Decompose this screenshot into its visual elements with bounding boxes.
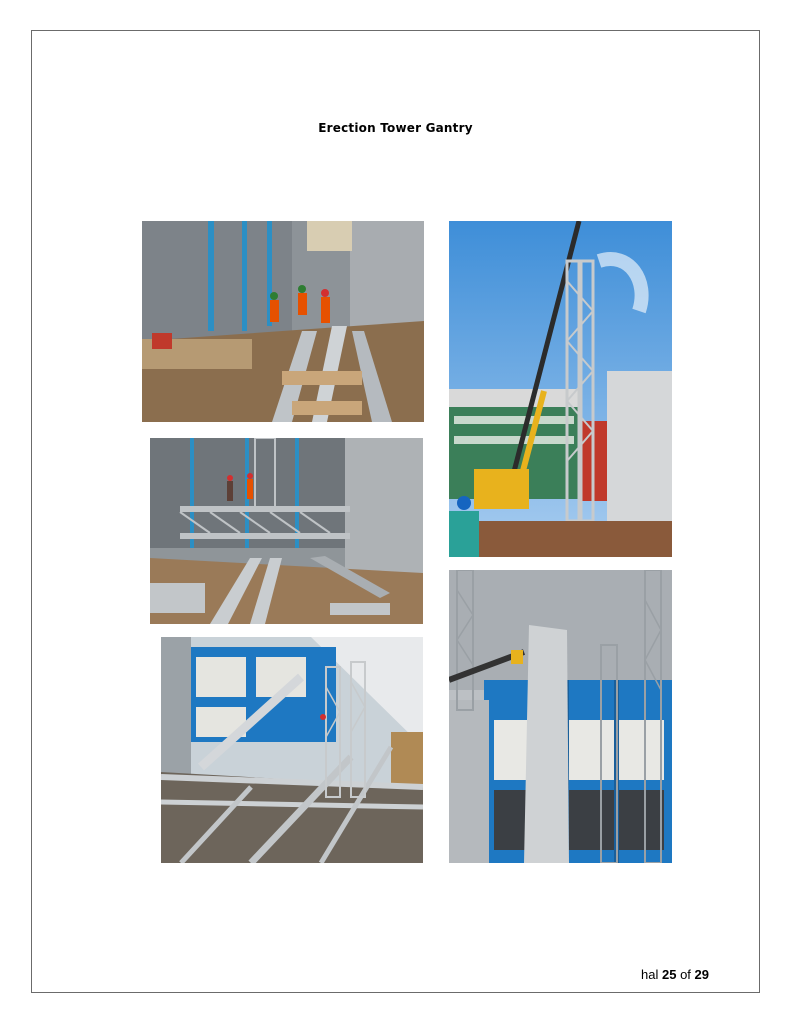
photo-crane-lifting-tower (449, 221, 672, 557)
photo-gantry-frame-assembly (150, 438, 423, 624)
page-of-label: of (680, 967, 691, 982)
document-title: Erection Tower Gantry (318, 121, 473, 135)
total-pages: 29 (694, 967, 709, 982)
photo-steel-beams-layout (142, 221, 424, 422)
photo-erected-gantry-towers (449, 570, 672, 863)
page-prefix: hal (640, 967, 659, 982)
page-number (641, 967, 709, 982)
current-page: 25 (661, 967, 677, 982)
photo-steel-lattice-closeup (161, 637, 423, 863)
